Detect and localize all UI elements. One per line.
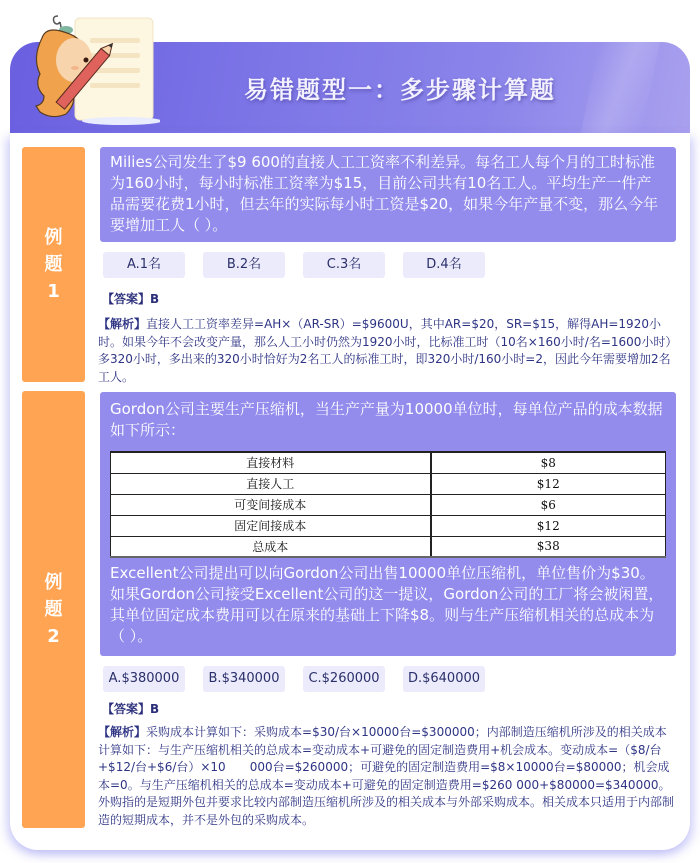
- cost-item: 总成本: [111, 536, 431, 557]
- tab-char: 例: [44, 572, 63, 593]
- example-1-analysis: [98, 316, 678, 386]
- example-2-analysis: [98, 724, 678, 829]
- example-1-answer: 【答案】B: [102, 292, 160, 306]
- option-c[interactable]: C.$260000: [303, 666, 385, 692]
- cost-item: 固定间接成本: [111, 515, 431, 536]
- cost-item: 直接人工: [111, 473, 431, 494]
- option-c[interactable]: C.3名: [303, 252, 385, 278]
- option-b[interactable]: B.$340000: [203, 666, 285, 692]
- example-1-question: Milies公司发生了$9 600的直接人工工资率不利差异。每名工人每个月的工时标准为160小时，每小时标准工资率为$15，目前公司共有10名工人。平均生产一件产品需要花费1小时，但去年的实际每小时工资是$20，如果今年产量不变，那么今年要增加工人（ ）。: [100, 147, 676, 242]
- table-row: [111, 452, 666, 473]
- tab-char: 例: [44, 227, 63, 248]
- analysis-tag: 【解析】: [98, 725, 147, 739]
- cost-item: 直接材料: [111, 452, 431, 473]
- option-d[interactable]: D.$640000: [403, 666, 485, 692]
- tab-number: 1: [47, 281, 60, 302]
- cost-value: $12: [431, 473, 666, 494]
- analysis-text: 直接人工工资率差异=AH×（AR-SR）=$9600U，其中AR=$20，SR=$15，解得AH=1920小时。如果今年不会改变产量，那么人工小时仍然为1920小时，比标准工时（10名×160小时/名=1600小时）多320小时，多出来的320小时恰好为2名工人的标准工时，即320小时/160小时=2，因此今年需要增加2名工人。: [98, 317, 678, 384]
- example-1-options: [103, 252, 485, 278]
- example-2-answer: 【答案】B: [102, 702, 160, 716]
- option-a[interactable]: A.1名: [103, 252, 185, 278]
- table-row: [111, 515, 666, 536]
- analysis-text: 采购成本计算如下：采购成本=$30/台×10000台=$300000；内部制造压缩机所涉及的相关成本计算如下：与生产压缩机相关的总成本=变动成本+可避免的固定制造费用+机会成本。变动成本=（$8/台+$12/台+$6/台）×10 000台=$260000；可避免的固定制造费用=$8×10000台=$80000；机会成本=0。与生产压缩机相关的总成本=变动成本+可避免的固定制造费用=$260 000+$80000=$340000。外购指的是短期外包并要求比较内部制造压缩机所涉及的相关成本与外部采购成本。相关成本只适用于内部制造的短期成本，并不是外包的采购成本。: [98, 725, 675, 827]
- example-1-tab: [22, 147, 85, 382]
- mascot-illustration-icon: [30, 8, 160, 126]
- analysis-tag: 【解析】: [98, 317, 147, 331]
- cost-value: $12: [431, 515, 666, 536]
- example-2-tab: [22, 391, 85, 828]
- tab-number: 2: [47, 626, 60, 647]
- question-body: Excellent公司提出可以向Gordon公司出售10000单位压缩机，单位售价为$30。如果Gordon公司接受Excellent公司的这一提议，Gordon公司的工厂将会被闲置，其单位固定成本费用可以在原来的基础上下降$8。则与生产压缩机相关的总成本为（ ）。: [110, 564, 664, 645]
- option-b[interactable]: B.2名: [203, 252, 285, 278]
- table-row: [111, 494, 666, 515]
- page-title: 易错题型一：多步骤计算题: [244, 76, 556, 104]
- cost-item: 可变间接成本: [111, 494, 431, 515]
- cost-table: [110, 451, 666, 558]
- question-intro: Gordon公司主要生产压缩机，当生产产量为10000单位时，每单位产品的成本数据如下所示：: [110, 400, 663, 439]
- cost-value: $38: [431, 536, 666, 557]
- table-row: [111, 536, 666, 557]
- example-2-options: [103, 666, 485, 692]
- table-row: [111, 473, 666, 494]
- option-a[interactable]: A.$380000: [103, 666, 185, 692]
- tab-char: 题: [44, 254, 63, 275]
- cost-value: $8: [431, 452, 666, 473]
- option-d[interactable]: D.4名: [403, 252, 485, 278]
- tab-char: 题: [44, 599, 63, 620]
- cost-value: $6: [431, 494, 666, 515]
